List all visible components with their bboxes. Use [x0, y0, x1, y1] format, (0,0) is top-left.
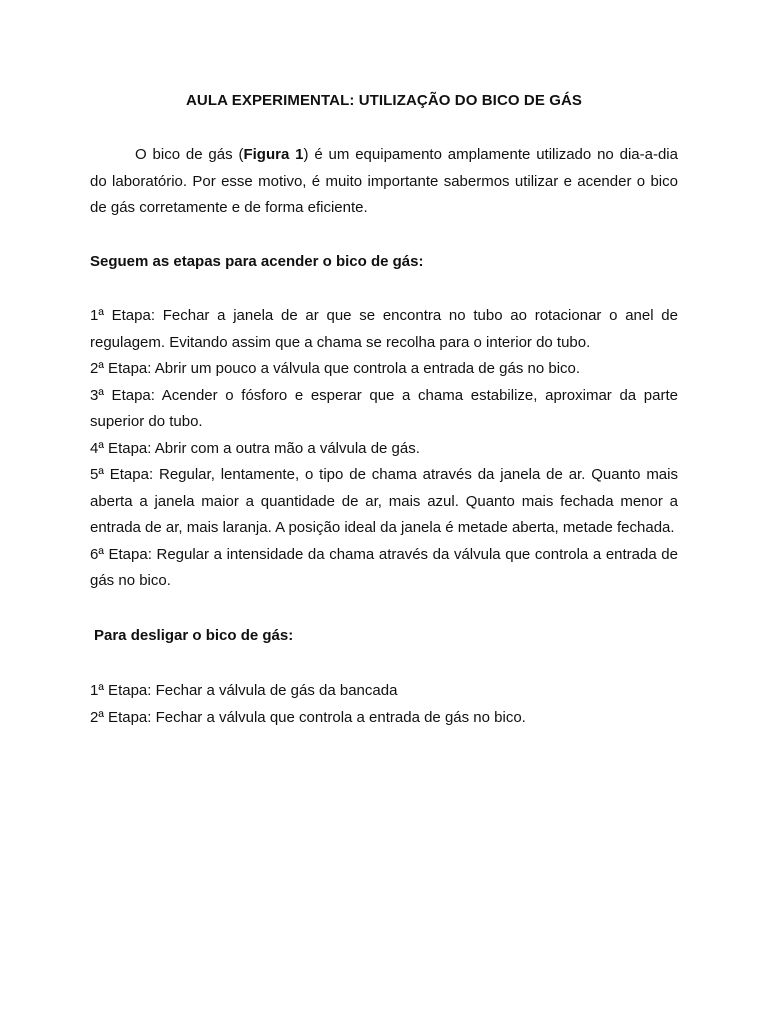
light-step-5: 5ª Etapa: Regular, lentamente, o tipo de chama através da janela de ar. Quanto mais aberta a janela maior a quantidade de ar, mais azul. Quanto mais fechada menor a entrada de ar, mais laranja. A posição ideal da janela é metade aberta, metade fechada. [90, 466, 678, 536]
off-section-heading: Para desligar o bico de gás: [94, 627, 294, 644]
light-step-4: 4ª Etapa: Abrir com a outra mão a válvula de gás. [90, 439, 420, 457]
off-step-1: 1ª Etapa: Fechar a válvula de gás da bancada [90, 682, 398, 699]
intro-paragraph [90, 142, 678, 222]
intro-text-start: O bico de gás ( [135, 146, 244, 163]
intro-text-end: ) é um equipamento amplamente utilizado no dia-a-dia do laboratório. Por esse motivo, é muito importante sabermos utilizar e acender o bico de gás corretamente e de forma eficiente. [90, 146, 678, 216]
off-step-2: 2ª Etapa: Fechar a válvula que controla a entrada de gás no bico. [90, 708, 526, 726]
light-section-heading: Seguem as etapas para acender o bico de gás: [90, 253, 424, 270]
light-step-3: 3ª Etapa: Acender o fósforo e esperar que a chama estabilize, aproximar da parte superior do tubo. [90, 386, 678, 430]
light-steps-list [90, 303, 678, 595]
figure-reference: Figura 1 [243, 146, 304, 163]
document-title: AULA EXPERIMENTAL: UTILIZAÇÃO DO BICO DE GÁS [185, 92, 583, 109]
light-step-2: 2ª Etapa: Abrir um pouco a válvula que controla a entrada de gás no bico. [90, 360, 581, 377]
light-step-6: 6ª Etapa: Regular a intensidade da chama através da válvula que controla a entrada de gás no bico. [90, 545, 678, 589]
off-steps-list [90, 678, 678, 731]
light-step-1: 1ª Etapa: Fechar a janela de ar que se encontra no tubo ao rotacionar o anel de regulagem. Evitando assim que a chama se recolha para o interior do tubo. [90, 307, 678, 351]
